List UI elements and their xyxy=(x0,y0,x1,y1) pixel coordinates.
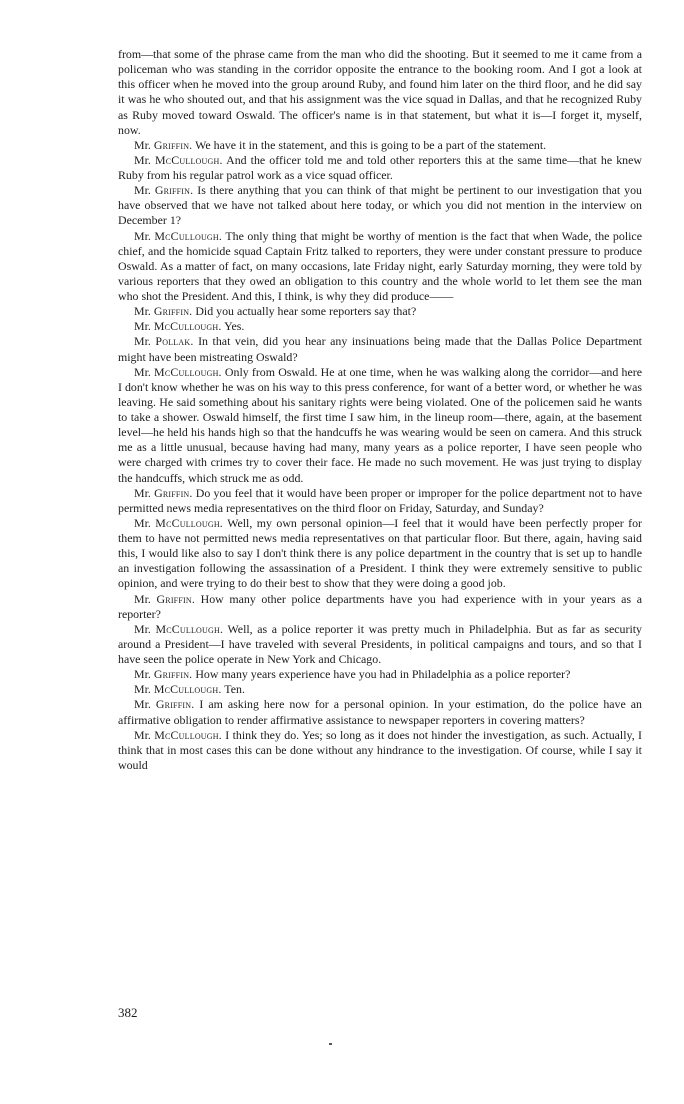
speaker-title: Mr. xyxy=(134,485,151,500)
speaker-title: Mr. xyxy=(134,697,151,712)
speaker-title: Mr. xyxy=(134,682,151,697)
testimony-text: Ten. xyxy=(224,682,245,697)
testimony-text: How many years experience have you had in Philadelphia as a police reporter? xyxy=(195,667,571,682)
scan-speck xyxy=(329,1043,332,1045)
speaker-title: Mr. xyxy=(134,621,151,636)
speaker-name: McCullough. xyxy=(153,682,222,697)
testimony-paragraph xyxy=(118,682,642,697)
testimony-text: Only from Oswald. He at one time, when he was walking along the corridor—and here I don't know whether he was on his way to this press conference, for want of a better word, or whether he was leaving. He said something about his sanitary rights were being violated. One of the policemen said he wants to take a shower. Oswald himself, the first time I saw him, in the lineup room—there, again, at the basement level—he held his hands high so that the handcuffs he was wearing would be seen on camera. And this struck me as a little unusual, because having had many, many years as a police reporter, I have seen people who were charged with crimes try to cover their face. He made no such movement. He was just trying to display the handcuffs, which struck me as odd. xyxy=(118,364,642,485)
testimony-text: Did you actually hear some reporters say that? xyxy=(195,304,417,319)
speaker-name: Pollak. xyxy=(155,334,194,349)
testimony-text: How many other police departments have you had experience with in your years as a reporter? xyxy=(118,591,642,621)
testimony-text: Do you feel that it would have been proper or improper for the police department not to have permitted news media representatives on the third floor on Friday, Saturday, and Sunday? xyxy=(118,485,642,515)
testimony-page xyxy=(118,47,642,773)
speaker-title: Mr. xyxy=(134,319,151,334)
testimony-paragraph xyxy=(118,334,642,364)
speaker-title: Mr. xyxy=(134,591,151,606)
speaker-name: McCullough. xyxy=(154,152,223,167)
speaker-name: McCullough. xyxy=(153,319,222,334)
speaker-name: Griffin. xyxy=(155,697,195,712)
speaker-title: Mr. xyxy=(134,152,151,167)
speaker-name: Griffin. xyxy=(153,667,193,682)
speaker-name: Griffin. xyxy=(156,591,195,606)
testimony-text: Yes. xyxy=(224,319,245,334)
speaker-name: Griffin. xyxy=(153,304,193,319)
page-number: 382 xyxy=(118,1005,138,1020)
testimony-text: In that vein, did you hear any insinuations being made that the Dallas Police Department might have been mistreating Oswald? xyxy=(118,334,642,364)
speaker-title: Mr. xyxy=(134,667,151,682)
testimony-text: We have it in the statement, and this is going to be a part of the statement. xyxy=(195,137,547,152)
speaker-name: McCullough. xyxy=(154,228,223,243)
testimony-paragraph xyxy=(118,728,642,773)
testimony-text: And the officer told me and told other reporters this at the same time—that he knew Ruby from his regular patrol work as a vice squad officer. xyxy=(118,152,642,182)
testimony-text: Well, my own personal opinion—I feel that it would have been perfectly proper for them to have not permitted news media representatives on that particular floor. But there, again, having said this, I would like also to say I don't think there is any police department in the country that is set up to handle an investigation following the assassination of a President. I think they were extremely sensitive to public opinion, and were trying to do their best to show that they were doing a good job. xyxy=(118,515,642,591)
testimony-paragraph xyxy=(118,153,642,183)
speaker-title: Mr. xyxy=(134,228,151,243)
testimony-paragraphs xyxy=(118,138,642,773)
testimony-paragraph xyxy=(118,229,642,305)
speaker-title: Mr. xyxy=(134,364,151,379)
speaker-name: Griffin. xyxy=(154,183,194,198)
speaker-title: Mr. xyxy=(134,137,151,152)
testimony-paragraph xyxy=(118,516,642,592)
testimony-paragraph xyxy=(118,667,642,682)
speaker-name: McCullough. xyxy=(154,364,222,379)
testimony-paragraph xyxy=(118,183,642,228)
testimony-paragraph xyxy=(118,592,642,622)
testimony-text: Is there anything that you can think of that might be pertinent to our investigation that you have observed that we have not talked about here today, or which you did not mention in the interview on December 1? xyxy=(118,183,643,228)
speaker-title: Mr. xyxy=(134,183,151,198)
opening-paragraph: from—that some of the phrase came from the man who did the shooting. But it seemed to me it came from a policeman who was standing in the corridor opposite the entrance to the booking room. And I got a look at this officer when he moved into the group around Ruby, and found him later on the third floor, and he did say it was he who shouted out, and that his assignment was the vice squad in Dallas, and that he recognized Ruby as Ruby moved toward Oswald. The officer's name is in that statement, but what it is—I forget it, myself, now. xyxy=(118,47,642,137)
speaker-name: Griffin. xyxy=(154,485,193,500)
speaker-name: McCullough. xyxy=(154,727,222,742)
speaker-name: Griffin. xyxy=(153,137,193,152)
testimony-text: I think they do. Yes; so long as it does not hinder the investigation, as such. Actually, I think that in most cases this can be done without any hindrance to the investigation. Of course, while I say it would xyxy=(118,727,642,772)
testimony-text: The only thing that might be worthy of mention is the fact that when Wade, the police chief, and the homicide squad Captain Fritz talked to reporters, they were under constant pressure to produce Oswald. As a matter of fact, on many occasions, late Friday night, early Saturday morning, they were told by various reporters that they owed an obligation to this country and the whole world to let them see the man who shot the President. And this, I think, is why they did produce—— xyxy=(118,228,642,303)
speaker-title: Mr. xyxy=(134,727,151,742)
testimony-paragraph xyxy=(118,365,642,486)
speaker-title: Mr. xyxy=(134,334,151,349)
testimony-paragraph xyxy=(118,486,642,516)
testimony-paragraph xyxy=(118,138,642,153)
testimony-paragraph xyxy=(118,622,642,667)
testimony-paragraph xyxy=(118,697,642,727)
testimony-paragraph xyxy=(118,304,642,319)
testimony-paragraph xyxy=(118,319,642,334)
speaker-title: Mr. xyxy=(134,304,151,319)
speaker-name: McCullough. xyxy=(155,621,224,636)
testimony-text: I am asking here now for a personal opinion. In your estimation, do the police have an affirmative obligation to render affirmative assistance to newspaper reporters in covering matters? xyxy=(118,697,642,727)
speaker-title: Mr. xyxy=(134,515,151,530)
speaker-name: McCullough. xyxy=(155,515,223,530)
testimony-text: Well, as a police reporter it was pretty much in Philadelphia. But as far as security around a President—I have traveled with several Presidents, in political campaigns and tours, and so that I have seen the police operate in New York and Chicago. xyxy=(118,621,642,666)
